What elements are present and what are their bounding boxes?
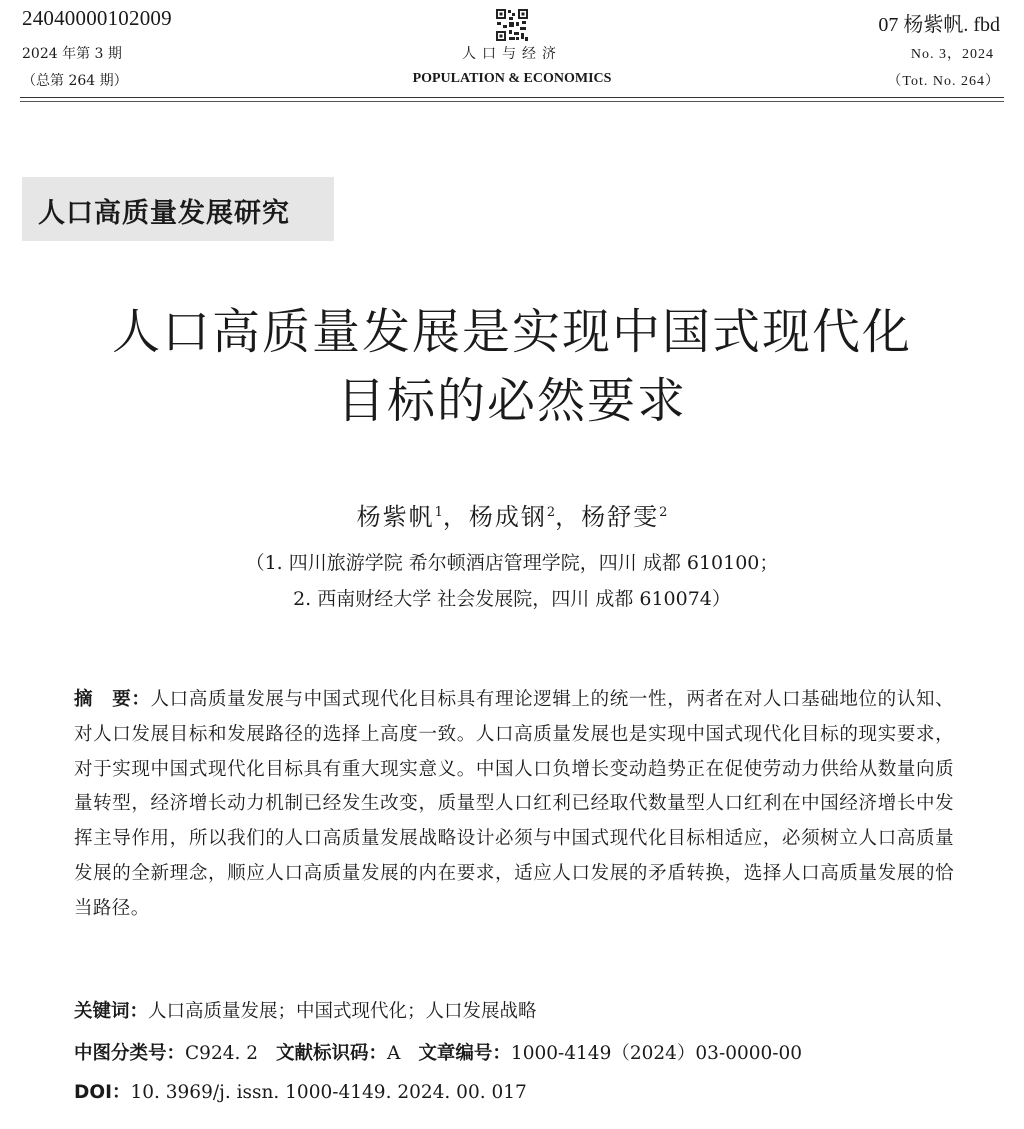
clc-label: 中图分类号： bbox=[74, 1043, 186, 1064]
issue-total-en: （Tot. No. 264） bbox=[887, 74, 1000, 89]
keywords-label: 关键词： bbox=[74, 1001, 149, 1022]
classification-line bbox=[74, 1039, 802, 1065]
abstract-text: 人口高质量发展与中国式现代化目标具有理论逻辑上的统一性，两者在对人口基础地位的认知、对人口发展目标和发展路径的选择上高度一致。人口高质量发展也是实现中国式现代化目标的现实要求，对于实现中国式现代化目标具有重大现实意义。中国人口负增长变动趋势正在促使劳动力供给从数量向质量转型，经济增长动力机制已经发生改变，质量型人口红利已经取代数量型人口红利在中国经济增长中发挥主导作用，所以我们的人口高质量发展战略设计必须与中国式现代化目标相适应，必须树立人口高质量发展的全新理念，顺应人口高质量发展的内在要求，适应人口发展的矛盾转换，选择人口高质量发展的恰当路径。 bbox=[74, 689, 954, 919]
author-separator: ， bbox=[442, 503, 469, 531]
abstract-label: 摘 要： bbox=[74, 689, 151, 710]
author-name: 杨成钢 bbox=[468, 503, 547, 531]
doi-value: 10. 3969/j. issn. 1000-4149. 2024. 00. 017 bbox=[130, 1082, 527, 1103]
doi-label: DOI： bbox=[74, 1082, 131, 1103]
keywords-text: 人口高质量发展；中国式现代化；人口发展战略 bbox=[148, 1001, 537, 1022]
author-affiliation-mark: 2 bbox=[659, 505, 668, 520]
issue-number-en: No. 3，2024 bbox=[910, 47, 994, 62]
header-rule-thin bbox=[20, 101, 1004, 102]
journal-name-en: POPULATION & ECONOMICS bbox=[412, 71, 612, 86]
file-name: 07 杨紫帆. fbd bbox=[878, 14, 1000, 36]
author-list bbox=[0, 497, 1024, 532]
abstract bbox=[74, 683, 954, 927]
author-name: 杨紫帆 bbox=[356, 503, 435, 531]
article-number-value: 1000-4149（2024）03-0000-00 bbox=[510, 1043, 803, 1064]
doc-code-label: 文献标识码： bbox=[276, 1043, 388, 1064]
doi-line bbox=[74, 1078, 527, 1104]
author-separator: ， bbox=[555, 503, 582, 531]
author-name: 杨舒雯 bbox=[581, 503, 660, 531]
author-affiliation-mark: 2 bbox=[546, 505, 556, 520]
paper-title-line-2: 目标的必然要求 bbox=[336, 373, 687, 429]
author-affiliation-mark: 1 bbox=[434, 505, 443, 520]
affiliation-2: 2. 西南财经大学 社会发展院，四川 成都 610074） bbox=[293, 588, 731, 610]
header-rule bbox=[20, 97, 1004, 98]
issue-total-cn: （总第 264 期） bbox=[22, 73, 128, 89]
affiliation-1: （1. 四川旅游学院 希尔顿酒店管理学院，四川 成都 610100； bbox=[245, 552, 779, 574]
qr-code-icon bbox=[495, 8, 529, 42]
doc-code-value: A bbox=[387, 1043, 401, 1064]
journal-name-cn: 人口与经济 bbox=[462, 46, 562, 62]
issue-year-number: 2024 年第 3 期 bbox=[22, 46, 122, 62]
paper-title-line-1: 人口高质量发展是实现中国式现代化 bbox=[111, 304, 912, 360]
keywords bbox=[74, 997, 537, 1023]
manuscript-code: 24040000102009 bbox=[22, 6, 172, 30]
article-number-label: 文章编号： bbox=[418, 1043, 511, 1064]
column-label: 人口高质量发展研究 bbox=[38, 198, 290, 229]
clc-value: C924. 2 bbox=[185, 1043, 259, 1064]
